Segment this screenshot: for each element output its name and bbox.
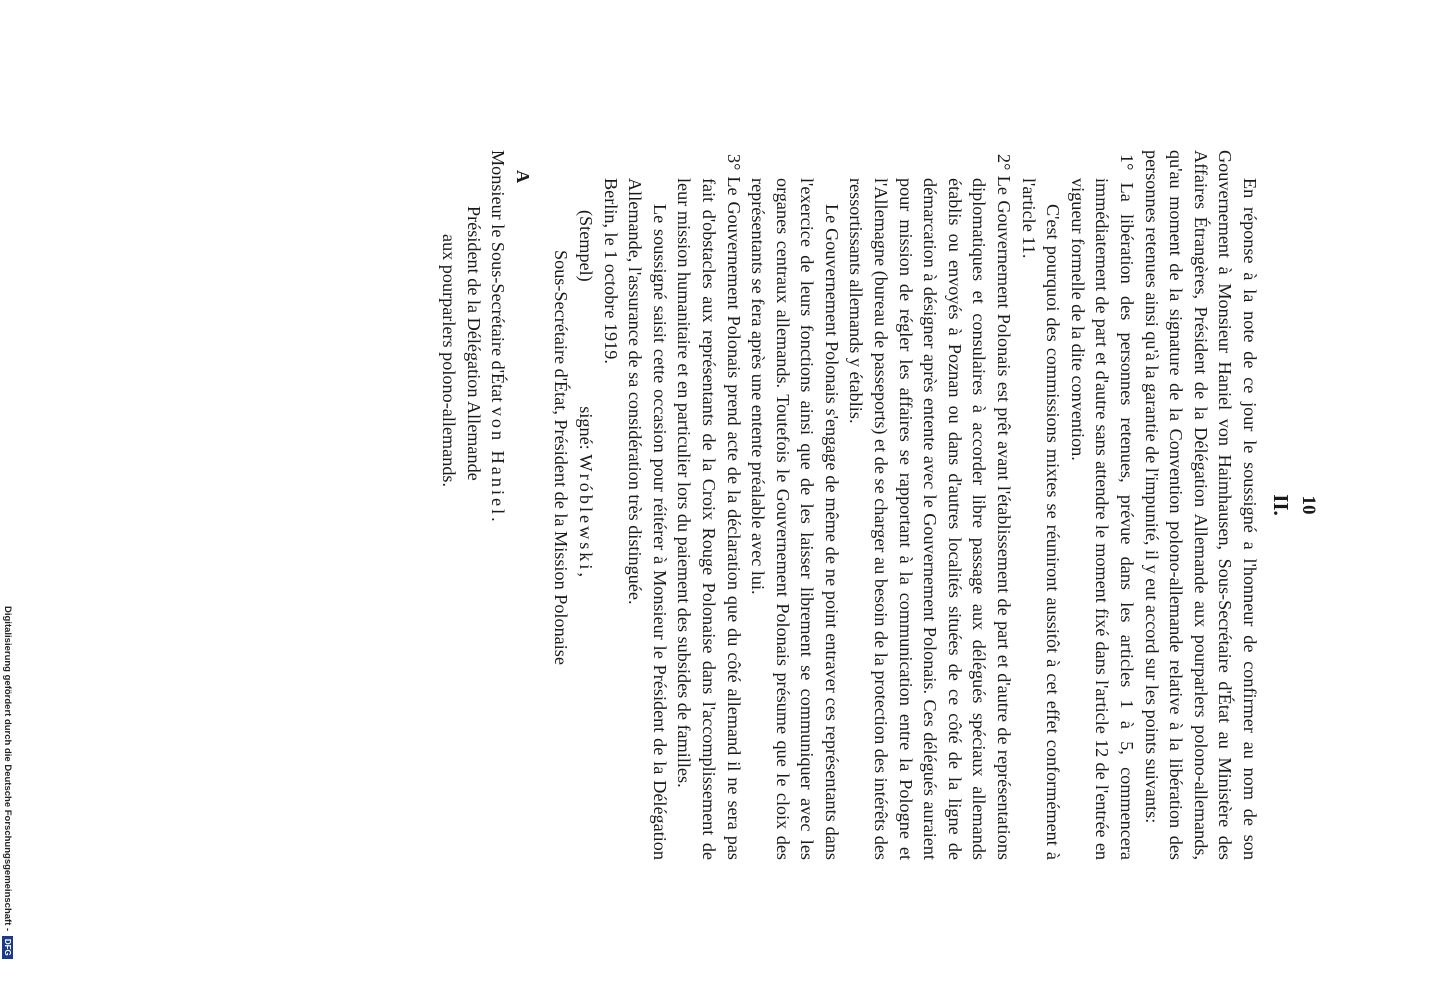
section-number: II. xyxy=(1269,494,1293,516)
address-line-3: aux pourparlers polono-allemands. xyxy=(439,234,459,488)
address-line-1-name: von Haniel. xyxy=(488,406,509,525)
item-3-text: Le Gouvernement Polonais prend acte de la déclaration que du côté allemand il ne sera pas fait d'obstacles aux représentants de la Croix Rouge Polonaise dans l'accomplissement de leur mission humanitaire et en particulier lors du paiement des subsides de familles. xyxy=(674,176,744,860)
item-1 xyxy=(1065,150,1139,860)
item-2 xyxy=(844,150,1016,860)
intro-paragraph: En réponse à la note de ce jour le soussigné a l'honneur de confirmer au nom de son Gouvernement à Monsieur Haniel von Haimhausen, Sous-Secrétaire d'État au Ministère des Affaires Étrangères, Président de la Délégation Allemande aux pourparlers polono-allemands, qu'au moment de la signature de la Convention polono-allemande relative à la libération des personnes retenues ainsi qu'à la garantie de l'impunité, il y eut accord sur les points suivants: xyxy=(1141,150,1260,860)
signed-prefix: signé: xyxy=(575,406,596,450)
item-1-continuation: C'est pourquoi des commissions mixtes se réuniront aussitôt à cet effet conformément à l'article 11. xyxy=(1018,178,1064,860)
credit-text: Digitalisierung gefördert durch die Deutsche Forschungsgemeinschaft - xyxy=(1,606,13,932)
item-1-marker: 1° xyxy=(1117,154,1138,171)
page-number: 10 xyxy=(1298,495,1319,515)
address-a: A xyxy=(512,170,533,184)
item-2-continuation: Le Gouvernement Polonais s'engage de même de ne point entraver ces représentants dans l'exercice de leurs fonctions ainsi que de les laisser librement se communiquer avec les organes centraux allemands. Toutefois le Gouvernement Polonais présume que le cloix des représentants se fera après une entente préalable avec lui. xyxy=(748,178,842,860)
address-line-2: Président de la Délégation Allemande xyxy=(463,206,484,481)
digitization-credit xyxy=(2,606,13,959)
signer-name: Wróblewski, xyxy=(575,454,596,580)
address-line-1-prefix: Monsieur le Sous-Secrétaire d'État xyxy=(488,150,509,403)
dfg-logo-icon: DFG xyxy=(2,936,13,959)
item-1-text: La libération des personnes retenues, prévue dans les articles 1 à 5, commencera immédiatement de part et d'autre sans attendre le moment fixé dans l'article 12 de l'entrée en vigueur formelle de la dite convention. xyxy=(1067,178,1138,860)
stempel-label: (Stempel) xyxy=(575,210,596,282)
item-3 xyxy=(672,150,746,860)
item-3-marker: 3° xyxy=(723,154,744,171)
address-line-1 xyxy=(486,150,511,860)
signer-title: Sous-Secrétaire d'État, Président de la Mission Polonaise xyxy=(551,250,572,665)
closing-paragraph: Le soussigné saisit cette occasion pour réitérer à Monsieur le Président de la Délégation Allemande, l'assurance de sa considération très distinguée. xyxy=(625,178,670,860)
document-page xyxy=(320,150,1320,860)
item-2-marker: 2° xyxy=(994,154,1015,171)
place-date: Berlin, le 1 octobre 1919. xyxy=(600,178,621,364)
item-2-text: Le Gouvernement Polonais est prêt avant l'établissement de part et d'autre de représentations diplomatiques et consulaires à accorder libre passage aux délégués spéciaux allemands établis ou envoyés à Poznan ou dans d'autres localités situées de ce côté de la ligne de démarcation à désigner après entente avec le Gouvernement Polonais. Ces délégués auraient pour mission de régler les affaires se rapportant à la communication entre la Pologne et l'Allemagne (bureau de passeports) et de se charger au besoin de la protection des intérêts des ressortissants allemands y établis. xyxy=(846,175,1015,860)
signature-line xyxy=(573,150,598,860)
